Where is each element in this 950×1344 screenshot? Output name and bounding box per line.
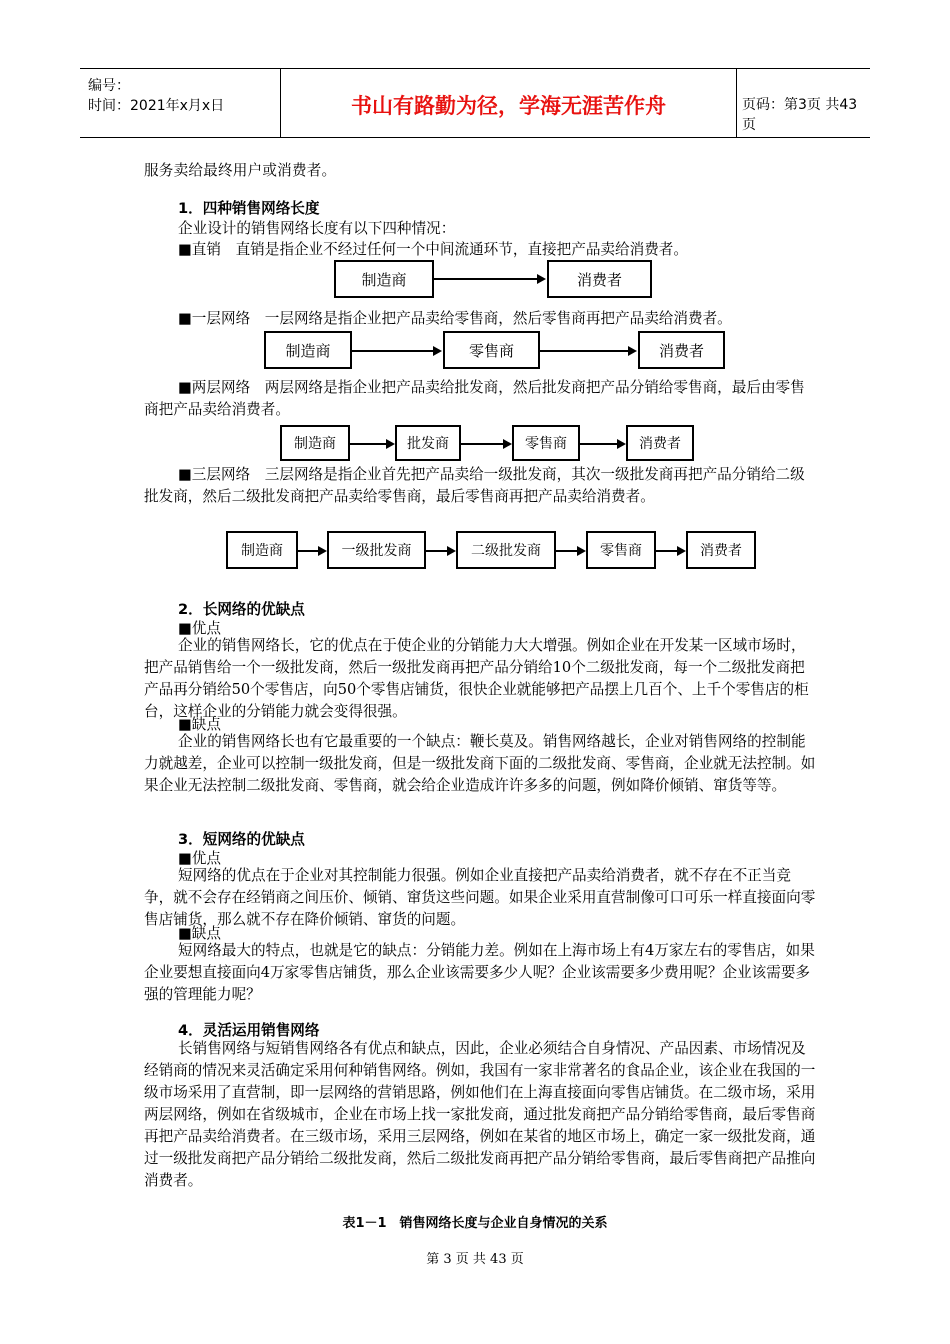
section-3-pro: 短网络的优点在于企业对其控制能力很强。例如企业直接把产品卖给消费者，就不存在不正当竞争，就不会存在经销商之间压价、倾销、窜货这些问题。如果企业采用直营制像可口可乐一样直接面向零售店铺货，那么就不存在降价倾销、窜货的问题。 [144, 867, 816, 928]
code-label: 编号： [88, 78, 130, 94]
table-caption: 表1－1 销售网络长度与企业自身情况的关系 [342, 1216, 608, 1231]
page-label: 页码：第3页 共43页 [742, 97, 858, 133]
flow-two-box-3: 零售商 [512, 425, 580, 461]
flow-three-box-4: 零售商 [586, 531, 656, 569]
two-layer-desc: ■两层网络 两层网络是指企业把产品卖给批发商，然后批发商把产品分销给零售商，最后由零售商把产品卖给消费者。 [144, 379, 805, 418]
section-3-pro-label: ■优点 [178, 850, 221, 867]
section-1-title: 1．四种销售网络长度 [178, 200, 320, 217]
flow-three-line-4 [656, 550, 677, 552]
section-2-con-label: ■缺点 [178, 716, 221, 733]
flow-one-line-1 [352, 350, 433, 352]
flow-three-line-3 [556, 550, 577, 552]
arrow-right-icon [617, 439, 626, 449]
document-header [80, 68, 870, 138]
arrow-right-icon [503, 439, 512, 449]
arrow-right-icon [318, 546, 327, 556]
flow-three-box-2: 一级批发商 [327, 531, 426, 569]
section-2-pro: 企业的销售网络长，它的优点在于使企业的分销能力大大增强。例如企业在开发某一区域市场时，把产品销售给一个一级批发商，然后一级批发商再把产品分销给10个二级批发商，每一个二级批发商把产品再分销给50个零售店，向50个零售店铺货，很快企业就能够把产品摆上几百个、上千个零售店的柜台，这样企业的分销能力就会变得很强。 [144, 637, 809, 720]
flow-three-box-5: 消费者 [686, 531, 756, 569]
section-2-title: 2．长网络的优缺点 [178, 601, 305, 618]
flow-three-line-2 [426, 550, 447, 552]
intro-text: 服务卖给最终用户或消费者。 [144, 162, 337, 179]
section-3-con-label: ■缺点 [178, 925, 221, 942]
header-meta-cell [80, 69, 280, 137]
arrow-right-icon [447, 546, 456, 556]
arrow-right-icon [628, 346, 637, 356]
flow-two-box-1: 制造商 [280, 425, 350, 461]
section-4-title: 4．灵活运用销售网络 [178, 1022, 320, 1039]
flow-two-box-2: 批发商 [395, 425, 461, 461]
one-layer-desc: ■一层网络 一层网络是指企业把产品卖给零售商，然后零售商再把产品卖给消费者。 [178, 310, 732, 327]
page-footer: 第 3 页 共 43 页 [426, 1252, 524, 1267]
section-1-lead: 企业设计的销售网络长度有以下四种情况： [178, 220, 456, 237]
section-3-title: 3．短网络的优缺点 [178, 831, 305, 848]
flow-one-line-2 [540, 350, 628, 352]
direct-desc: ■直销 直销是指企业不经过任何一个中间流通环节，直接把产品卖给消费者。 [178, 241, 688, 258]
three-layer-desc: ■三层网络 三层网络是指企业首先把产品卖给一级批发商，其次一级批发商再把产品分销给二级批发商，然后二级批发商把产品卖给零售商，最后零售商再把产品卖给消费者。 [144, 466, 805, 505]
arrow-right-icon [677, 546, 686, 556]
arrow-right-icon [577, 546, 586, 556]
section-3-con: 短网络最大的特点，也就是它的缺点：分销能力差。例如在上海市场上有4万家左右的零售店，如果企业要想直接面向4万家零售店铺货，那么企业该需要多少人呢？企业该需要多少费用呢？企业该需要多强的管理能力呢？ [144, 942, 815, 1003]
flow-three-box-1: 制造商 [226, 531, 298, 569]
flow-three-line-1 [298, 550, 318, 552]
header-motto-cell [280, 69, 737, 137]
flow-direct-box-2: 消费者 [547, 260, 652, 298]
motto: 书山有路勤为径，学海无涯苦作舟 [351, 94, 666, 118]
flow-two-line-1 [350, 443, 386, 445]
flow-one-box-3: 消费者 [638, 331, 725, 369]
flow-direct-box-1: 制造商 [334, 260, 434, 298]
time-label: 时间：2021年x月x日 [88, 98, 225, 114]
flow-one-box-2: 零售商 [443, 331, 540, 369]
header-page-cell [736, 69, 870, 137]
flow-three-box-3: 二级批发商 [456, 531, 556, 569]
flow-direct-line-1 [434, 278, 537, 280]
arrow-right-icon [386, 439, 395, 449]
arrow-right-icon [537, 274, 546, 284]
flow-two-line-2 [461, 443, 503, 445]
section-2-pro-label: ■优点 [178, 620, 221, 637]
flow-one-box-1: 制造商 [264, 331, 352, 369]
section-4-body: 长销售网络与短销售网络各有优点和缺点，因此，企业必须结合自身情况、产品因素、市场情况及经销商的情况来灵活确定采用何种销售网络。例如，我国有一家非常著名的食品企业，该企业在我国的一级市场采用了直营制，即一层网络的营销思路，例如他们在上海直接面向零售店铺货。在二级市场，采用两层网络，例如在省级城市，企业在市场上找一家批发商，通过批发商把产品分销给零售商，最后零售商再把产品卖给消费者。在三级市场，采用三层网络，例如在某省的地区市场上，确定一家一级批发商，通过一级批发商把产品分销给二级批发商，然后二级批发商再把产品分销给零售商，最后零售商把产品推向消费者。 [144, 1040, 816, 1189]
flow-two-line-3 [580, 443, 617, 445]
section-2-con: 企业的销售网络长也有它最重要的一个缺点：鞭长莫及。销售网络越长，企业对销售网络的控制能力就越差，企业可以控制一级批发商，但是一级批发商下面的二级批发商、零售商，企业就无法控制。如果企业无法控制二级批发商、零售商，就会给企业造成许许多多的问题，例如降价倾销、窜货等等。 [144, 733, 816, 794]
arrow-right-icon [433, 346, 442, 356]
flow-two-box-4: 消费者 [626, 425, 694, 461]
